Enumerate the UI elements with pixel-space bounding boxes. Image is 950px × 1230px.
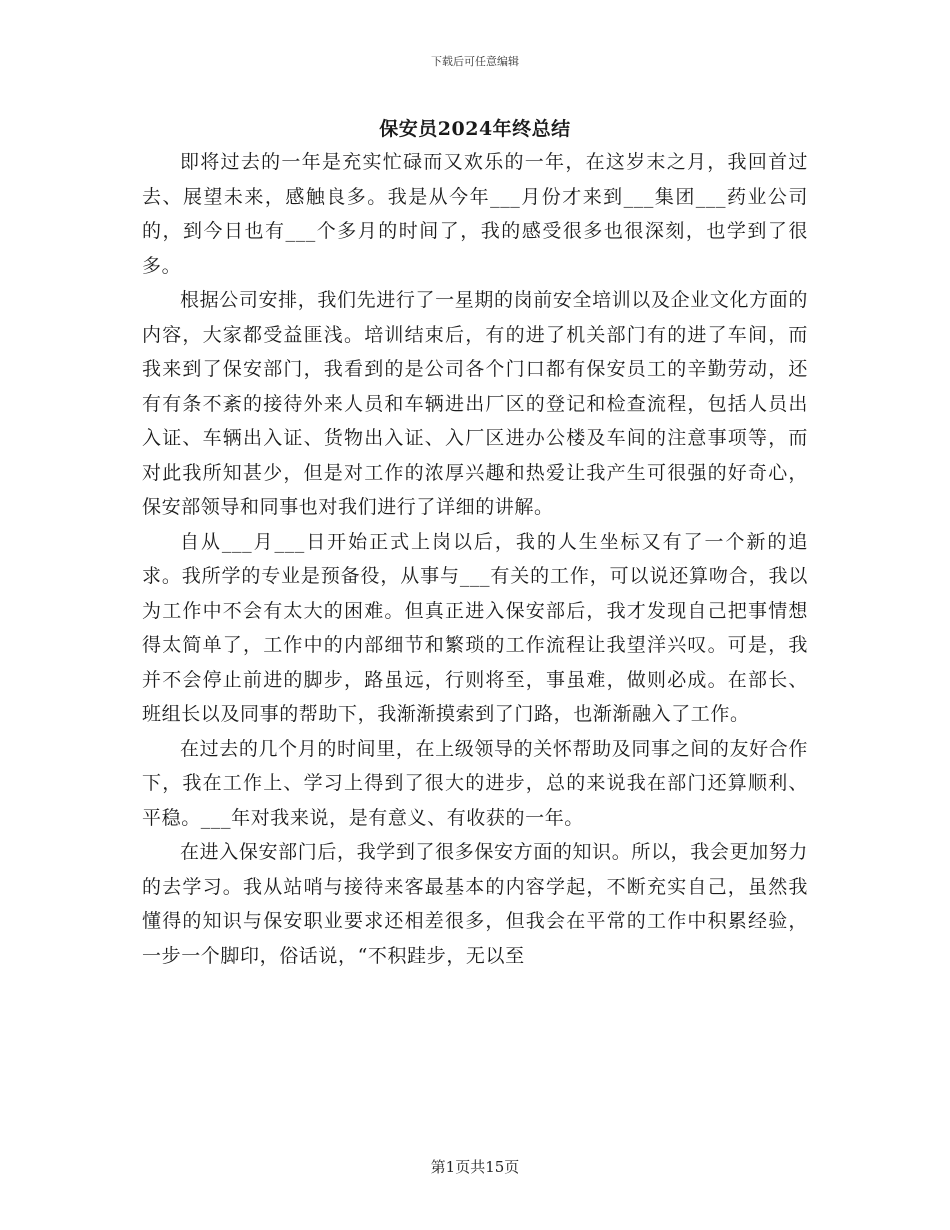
paragraph: 根据公司安排，我们先进行了一星期的岗前安全培训以及企业文化方面的内容，大家都受益匪浅。培训结束后，有的进了机关部门有的进了车间，而我来到了保安部门，我看到的是公司各个门口都有保安员工的辛勤劳动，还有有条不紊的接待外来人员和车辆进出厂区的登记和检查流程，包括人员出入证、车辆出入证、货物出入证、入厂区进办公楼及车间的注意事项等，而对此我所知甚少，但是对工作的浓厚兴趣和热爱让我产生可很强的好奇心，保安部领导和同事也对我们进行了详细的讲解。 xyxy=(142,289,808,518)
paragraph: 在过去的几个月的时间里，在上级领导的关怀帮助及同事之间的友好合作下，我在工作上、学习上得到了很大的进步，总的来说我在部门还算顺利、平稳。___年对我来说，是有意义、有收获的一年。 xyxy=(142,737,808,829)
page-number: 第1页共15页 xyxy=(430,1158,520,1176)
paragraph: 即将过去的一年是充实忙碌而又欢乐的一年，在这岁末之月，我回首过去、展望未来，感触良多。我是从今年___月份才来到___集团___药业公司的，到今日也有___个多月的时间了，我的感受很多也很深刻，也学到了很多。 xyxy=(142,151,808,277)
paragraph: 在进入保安部门后，我学到了很多保安方面的知识。所以，我会更加努力的去学习。我从站哨与接待来客最基本的内容学起，不断充实自己，虽然我懂得的知识与保安职业要求还相差很多，但我会在平常的工作中积累经验，一步一个脚印，俗话说，“不积跬步，无以至 xyxy=(142,841,808,967)
page-header-note: 下载后可任意编辑 xyxy=(431,55,519,68)
paragraph: 自从___月___日开始正式上岗以后，我的人生坐标又有了一个新的追求。我所学的专业是预备役，从事与___有关的工作，可以说还算吻合，我以为工作中不会有太大的困难。但真正进入保安部后，我才发现自己把事情想得太简单了，工作中的内部细节和繁琐的工作流程让我望洋兴叹。可是，我并不会停止前进的脚步，路虽远，行则将至，事虽难，做则必成。在部长、班组长以及同事的帮助下，我渐渐摸索到了门路，也渐渐融入了工作。 xyxy=(142,530,808,725)
document-title: 保安员2024年终总结 xyxy=(379,118,571,140)
document-body xyxy=(142,145,808,973)
